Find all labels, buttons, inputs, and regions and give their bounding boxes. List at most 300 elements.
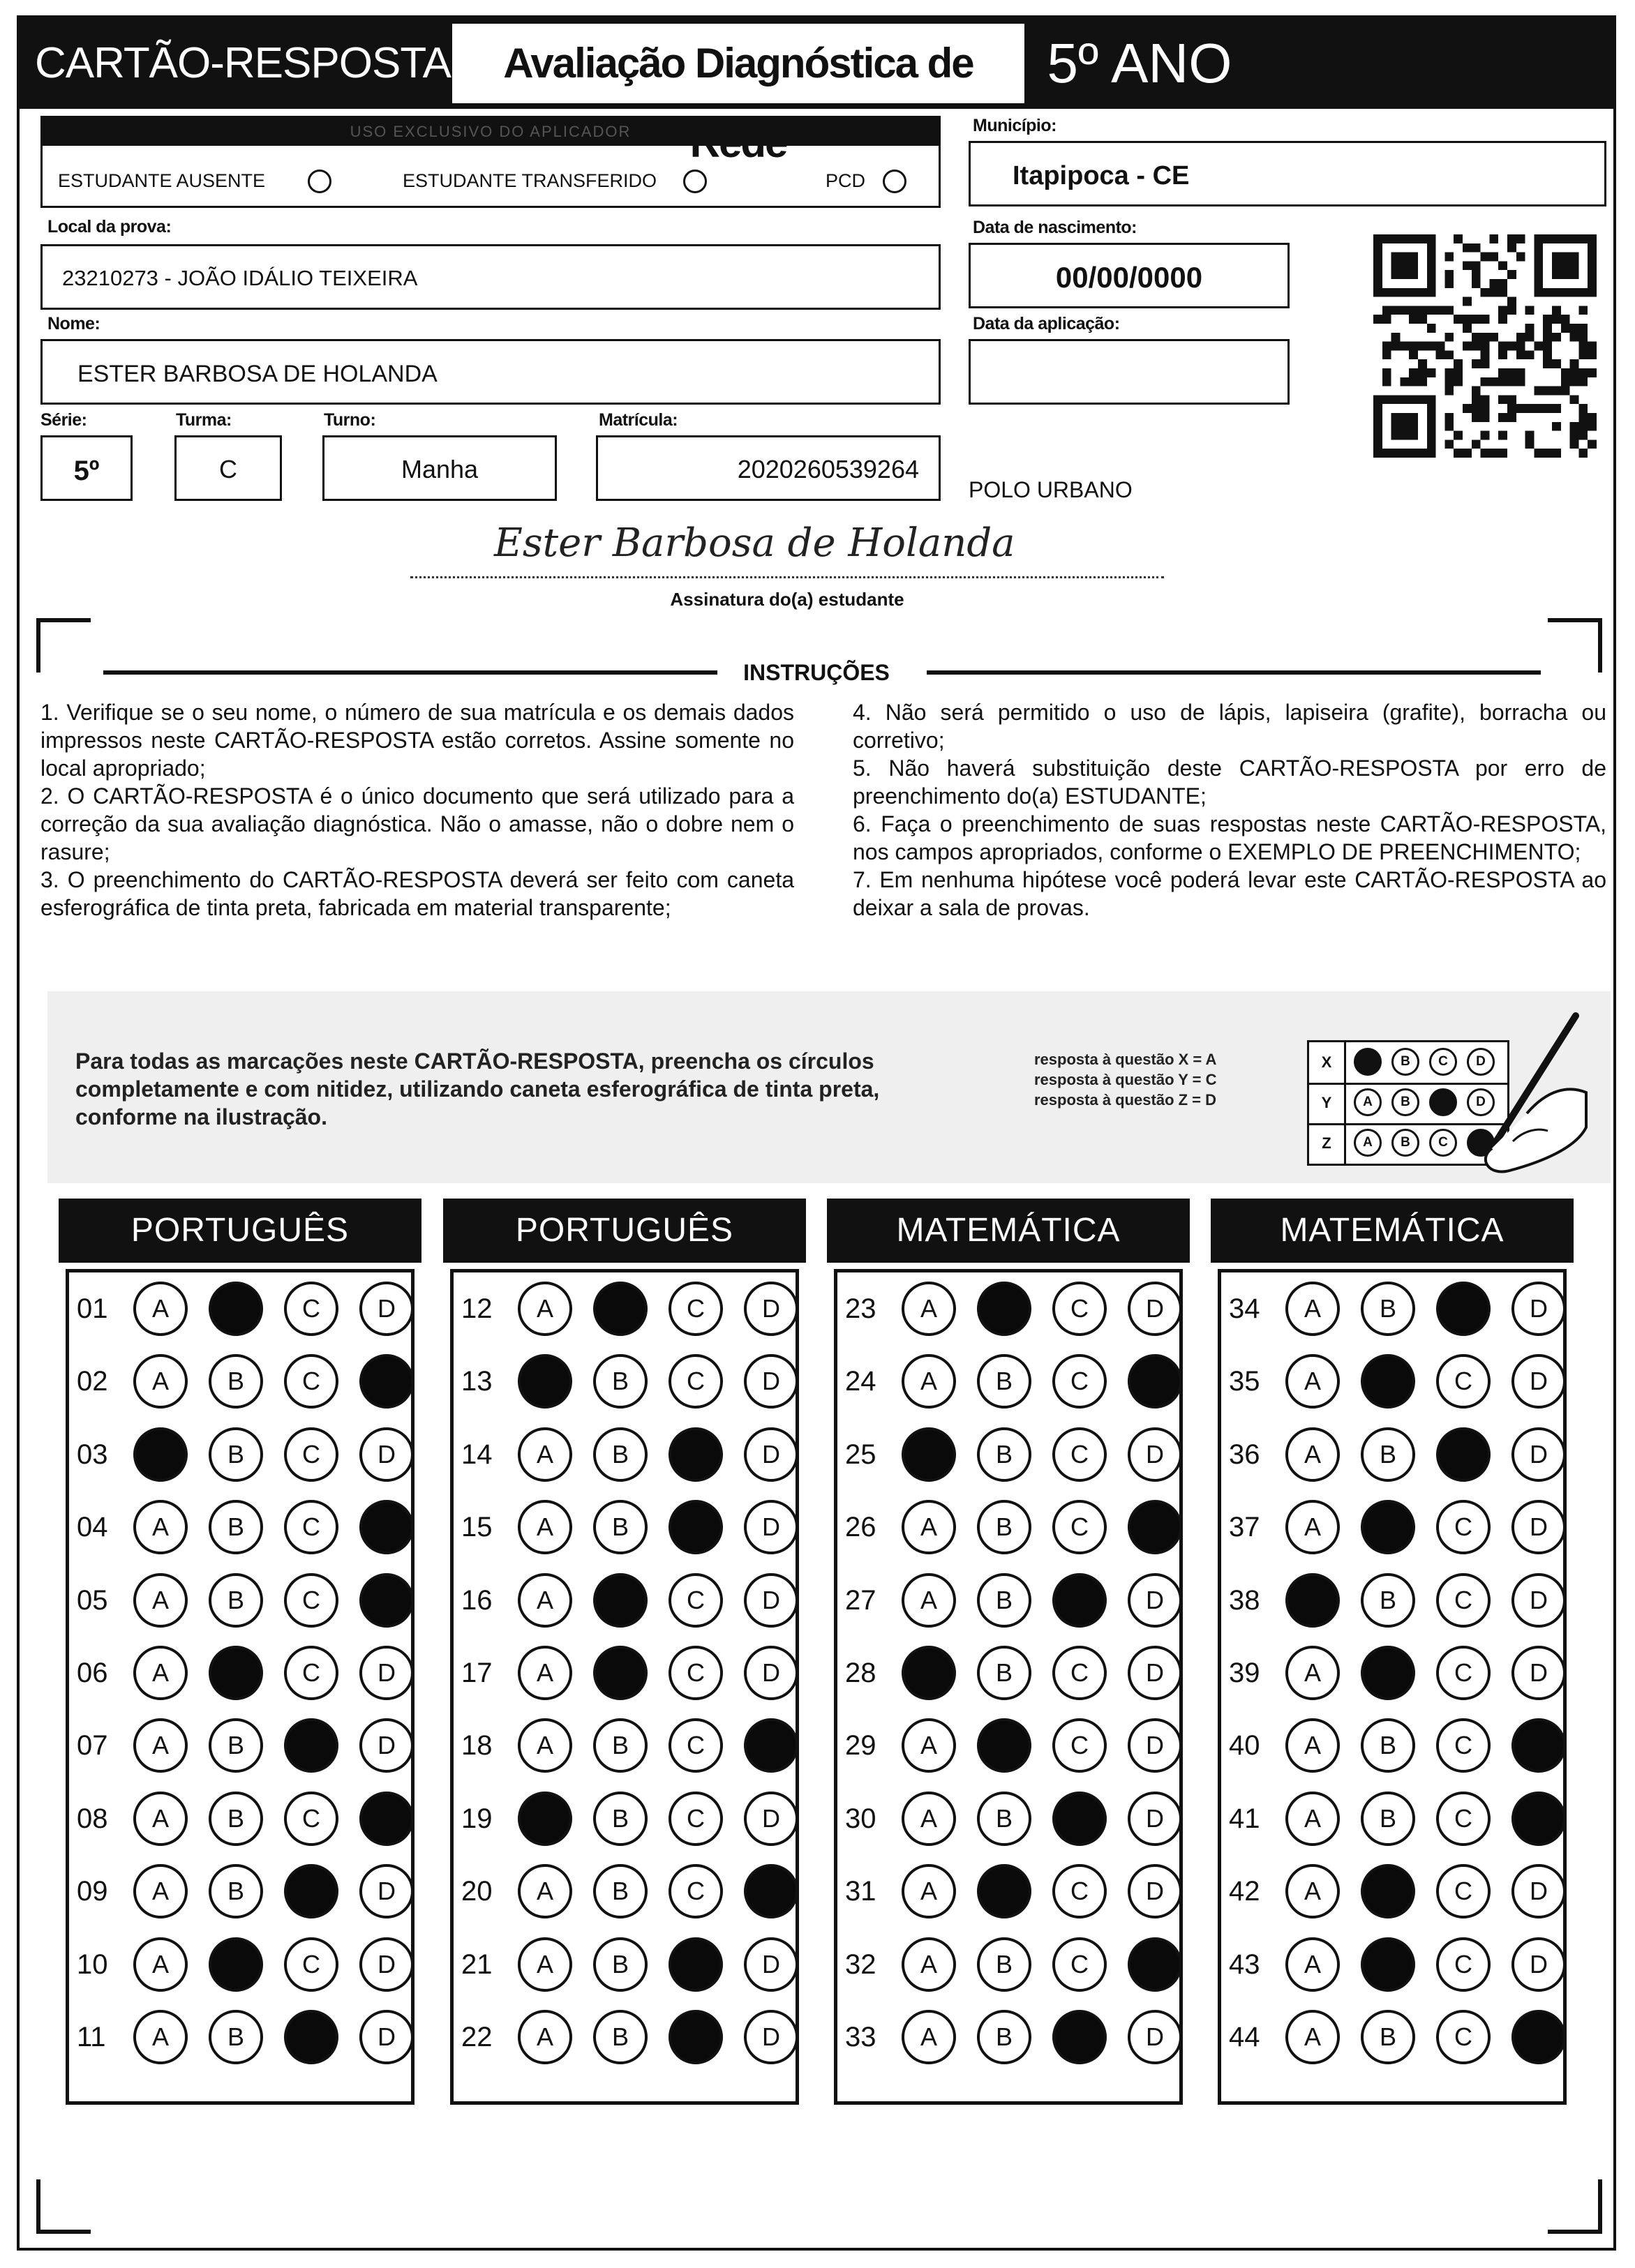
answer-bubble-33-d[interactable]: D	[1128, 2010, 1182, 2064]
answer-bubble-02-d[interactable]: D	[359, 1354, 414, 1409]
instruction-7: 7. Em nenhuma hipótese você poderá levar este CARTÃO-RESPOSTA ao deixar a sala de provas.	[853, 867, 1606, 920]
answer-bubble-31-b[interactable]: B	[977, 1864, 1031, 1918]
answer-bubble-27-a[interactable]: A	[902, 1573, 956, 1628]
answer-bubble-30-b[interactable]: B	[977, 1792, 1031, 1846]
answer-bubble-29-c[interactable]: C	[1052, 1718, 1107, 1773]
answer-bubble-42-d[interactable]: D	[1511, 1864, 1566, 1918]
question-number: 02	[77, 1366, 108, 1397]
answer-bubble-27-d[interactable]: D	[1128, 1573, 1182, 1628]
answer-bubble-26-b[interactable]: B	[977, 1500, 1031, 1554]
answer-bubble-31-d[interactable]: D	[1128, 1864, 1182, 1918]
answer-sheet	[17, 15, 1616, 2251]
answer-bubble-20-d[interactable]: D	[744, 1864, 798, 1918]
question-row	[827, 1281, 1190, 1337]
answer-bubble-11-d[interactable]: D	[359, 2010, 414, 2064]
answer-bubble-10-b[interactable]: B	[209, 1937, 263, 1992]
question-row	[827, 1427, 1190, 1482]
qr-code-icon	[1373, 234, 1597, 458]
example-bubble-z-b: B	[1391, 1129, 1419, 1157]
answer-bubble-07-b[interactable]: B	[209, 1718, 263, 1773]
question-number: 06	[77, 1658, 108, 1688]
answer-bubble-38-d[interactable]: D	[1511, 1573, 1566, 1628]
municipio-value: Itapipoca - CE	[1013, 161, 1190, 190]
answer-bubble-11-c[interactable]: C	[284, 2010, 338, 2064]
aplicacao-label: Data da aplicação:	[973, 314, 1120, 333]
answer-bubble-22-d[interactable]: D	[744, 2010, 798, 2064]
instruction-6: 6. Faça o preenchimento de suas respostas neste CARTÃO-RESPOSTA, nos campos apropriados, conforme o EXEMPLO DE PREENCHIMENTO;	[853, 811, 1606, 864]
answer-bubble-08-a[interactable]: A	[133, 1792, 188, 1846]
answer-bubble-04-b[interactable]: B	[209, 1500, 263, 1554]
answer-bubble-04-d[interactable]: D	[359, 1500, 414, 1554]
question-row	[59, 1353, 421, 1409]
handwritten-signature: Ester Barbosa de Holanda	[494, 520, 1015, 566]
question-number: 34	[1229, 1293, 1260, 1324]
answer-bubble-37-c[interactable]: C	[1436, 1500, 1491, 1554]
question-number: 13	[461, 1366, 493, 1397]
question-number: 03	[77, 1439, 108, 1470]
answer-bubble-14-d[interactable]: D	[744, 1427, 798, 1482]
answer-bubble-34-a[interactable]: A	[1285, 1282, 1340, 1336]
question-row	[1211, 1572, 1574, 1628]
answer-bubble-35-d[interactable]: D	[1511, 1354, 1566, 1409]
question-row	[59, 2009, 421, 2065]
question-number: 27	[845, 1584, 876, 1616]
question-row	[1211, 1499, 1574, 1555]
serie-field	[40, 435, 133, 501]
subject-header: PORTUGUÊS	[59, 1199, 421, 1263]
question-number: 01	[77, 1293, 108, 1324]
question-number: 43	[1229, 1948, 1260, 1980]
example-bubble-x-a: A	[1354, 1048, 1382, 1076]
question-number: 36	[1229, 1439, 1260, 1470]
matricula-label: Matrícula:	[599, 410, 678, 430]
question-row	[443, 1863, 806, 1919]
question-number: 29	[845, 1730, 876, 1762]
question-row	[443, 1791, 806, 1847]
answer-bubble-12-b[interactable]: B	[593, 1282, 648, 1336]
answer-bubble-06-b[interactable]: B	[209, 1646, 263, 1700]
answer-bubble-05-c[interactable]: C	[284, 1573, 338, 1628]
applicator-header: USO EXCLUSIVO DO APLICADOR	[43, 118, 939, 146]
answer-bubble-03-a[interactable]: A	[133, 1427, 188, 1482]
question-number: 11	[77, 2022, 106, 2052]
answer-bubble-19-b[interactable]: B	[593, 1792, 648, 1846]
answer-bubble-31-a[interactable]: A	[902, 1864, 956, 1918]
applicator-box	[40, 116, 941, 208]
answer-bubble-17-a[interactable]: A	[518, 1646, 572, 1700]
answer-bubble-07-d[interactable]: D	[359, 1718, 414, 1773]
answer-bubble-04-a[interactable]: A	[133, 1500, 188, 1554]
answer-bubble-40-d[interactable]: D	[1511, 1718, 1566, 1773]
answer-bubble-03-c[interactable]: C	[284, 1427, 338, 1482]
question-row	[827, 1645, 1190, 1701]
question-number: 25	[845, 1439, 876, 1470]
question-number: 17	[461, 1658, 493, 1688]
answer-bubble-32-c[interactable]: C	[1052, 1937, 1107, 1992]
answer-bubble-35-c[interactable]: C	[1436, 1354, 1491, 1409]
answer-bubble-08-b[interactable]: B	[209, 1792, 263, 1846]
answer-bubble-07-a[interactable]: A	[133, 1718, 188, 1773]
answer-bubble-38-a[interactable]: A	[1285, 1573, 1340, 1628]
answer-bubble-23-b[interactable]: B	[977, 1282, 1031, 1336]
answer-bubble-17-c[interactable]: C	[669, 1646, 723, 1700]
answer-bubble-16-a[interactable]: A	[518, 1573, 572, 1628]
answer-bubble-16-c[interactable]: C	[669, 1573, 723, 1628]
question-row	[1211, 1937, 1574, 1992]
answer-bubble-40-a[interactable]: A	[1285, 1718, 1340, 1773]
question-row	[827, 1937, 1190, 1992]
question-number: 15	[461, 1512, 493, 1543]
question-number: 22	[461, 2022, 493, 2052]
answer-bubble-21-d[interactable]: D	[744, 1937, 798, 1992]
answer-bubble-26-c[interactable]: C	[1052, 1500, 1107, 1554]
answer-bubble-02-a[interactable]: A	[133, 1354, 188, 1409]
answer-bubble-41-c[interactable]: C	[1436, 1792, 1491, 1846]
answer-bubble-34-c[interactable]: C	[1436, 1282, 1491, 1336]
question-number: 33	[845, 2022, 876, 2052]
turno-value: Manha	[401, 455, 479, 483]
answer-bubble-05-a[interactable]: A	[133, 1573, 188, 1628]
answer-bubble-35-a[interactable]: A	[1285, 1354, 1340, 1409]
pcd-checkbox[interactable]	[883, 170, 906, 193]
question-row	[827, 1353, 1190, 1409]
answer-bubble-17-b[interactable]: B	[593, 1646, 648, 1700]
question-row	[443, 1718, 806, 1773]
answer-bubble-41-d[interactable]: D	[1511, 1792, 1566, 1846]
answer-bubble-28-c[interactable]: C	[1052, 1646, 1107, 1700]
question-row	[443, 1572, 806, 1628]
answer-bubble-16-d[interactable]: D	[744, 1573, 798, 1628]
answer-bubble-27-b[interactable]: B	[977, 1573, 1031, 1628]
question-row	[827, 2009, 1190, 2065]
answer-bubble-44-d[interactable]: D	[1511, 2010, 1566, 2064]
instruction-2: 2. O CARTÃO-RESPOSTA é o único documento que será utilizado para a correção da sua avaliação diagnóstica. Não o amasse, não o dobre nem o rasure;	[40, 783, 794, 864]
answer-bubble-39-c[interactable]: C	[1436, 1646, 1491, 1700]
answer-bubble-08-d[interactable]: D	[359, 1792, 414, 1846]
answer-bubble-01-d[interactable]: D	[359, 1282, 414, 1336]
answer-bubble-18-b[interactable]: B	[593, 1718, 648, 1773]
answer-bubble-18-a[interactable]: A	[518, 1718, 572, 1773]
serie-value: 5º	[73, 456, 100, 486]
question-row	[443, 2009, 806, 2065]
question-row	[1211, 1645, 1574, 1701]
corner-mark-bottom-left	[36, 2179, 91, 2234]
answer-bubble-25-d[interactable]: D	[1128, 1427, 1182, 1482]
question-number: 08	[77, 1803, 108, 1834]
example-bubble-y-b: B	[1391, 1088, 1419, 1116]
question-row	[59, 1427, 421, 1482]
question-number: 07	[77, 1730, 108, 1762]
transferred-checkbox[interactable]	[683, 170, 707, 193]
answer-bubble-09-c[interactable]: C	[284, 1864, 338, 1918]
answer-bubble-13-d[interactable]: D	[744, 1354, 798, 1409]
question-number: 26	[845, 1512, 876, 1543]
question-number: 44	[1229, 2022, 1260, 2052]
question-row	[59, 1937, 421, 1992]
answer-bubble-24-d[interactable]: D	[1128, 1354, 1182, 1409]
answer-bubble-30-a[interactable]: A	[902, 1792, 956, 1846]
answer-bubble-03-b[interactable]: B	[209, 1427, 263, 1482]
answer-bubble-36-d[interactable]: D	[1511, 1427, 1566, 1482]
answer-bubble-36-b[interactable]: B	[1361, 1427, 1415, 1482]
answer-bubble-44-b[interactable]: B	[1361, 2010, 1415, 2064]
answer-bubble-28-a[interactable]: A	[902, 1646, 956, 1700]
municipio-label: Município:	[973, 116, 1057, 135]
answer-bubble-10-c[interactable]: C	[284, 1937, 338, 1992]
answer-bubble-05-b[interactable]: B	[209, 1573, 263, 1628]
answer-bubble-13-b[interactable]: B	[593, 1354, 648, 1409]
question-number: 10	[77, 1948, 108, 1980]
answer-bubble-25-b[interactable]: B	[977, 1427, 1031, 1482]
answer-bubble-02-c[interactable]: C	[284, 1354, 338, 1409]
answer-bubble-13-c[interactable]: C	[669, 1354, 723, 1409]
nascimento-value: 00/00/0000	[1055, 261, 1203, 294]
answer-bubble-03-d[interactable]: D	[359, 1427, 414, 1482]
answer-bubble-42-c[interactable]: C	[1436, 1864, 1491, 1918]
answer-bubble-32-a[interactable]: A	[902, 1937, 956, 1992]
answer-bubble-42-a[interactable]: A	[1285, 1864, 1340, 1918]
answer-bubble-14-b[interactable]: B	[593, 1427, 648, 1482]
question-number: 37	[1229, 1512, 1260, 1543]
answer-bubble-08-c[interactable]: C	[284, 1792, 338, 1846]
answer-bubble-28-b[interactable]: B	[977, 1646, 1031, 1700]
municipio-field	[969, 141, 1606, 206]
answer-bubble-32-d[interactable]: D	[1128, 1937, 1182, 1992]
answer-bubble-43-d[interactable]: D	[1511, 1937, 1566, 1992]
question-number: 30	[845, 1803, 876, 1834]
question-number: 40	[1229, 1730, 1260, 1762]
question-row	[1211, 1281, 1574, 1337]
answer-bubble-20-a[interactable]: A	[518, 1864, 572, 1918]
absent-checkbox[interactable]	[308, 170, 331, 193]
question-row	[827, 1499, 1190, 1555]
turno-field	[322, 435, 557, 501]
answer-bubble-43-a[interactable]: A	[1285, 1937, 1340, 1992]
answer-bubble-37-b[interactable]: B	[1361, 1500, 1415, 1554]
matricula-value: 2020260539264	[737, 455, 919, 483]
answer-bubble-19-c[interactable]: C	[669, 1792, 723, 1846]
answer-bubble-18-c[interactable]: C	[669, 1718, 723, 1773]
matricula-field	[596, 435, 941, 501]
answer-bubble-22-c[interactable]: C	[669, 2010, 723, 2064]
answer-bubble-38-c[interactable]: C	[1436, 1573, 1491, 1628]
question-number: 32	[845, 1948, 876, 1980]
answer-bubble-10-a[interactable]: A	[133, 1937, 188, 1992]
answer-bubble-39-d[interactable]: D	[1511, 1646, 1566, 1700]
question-row	[59, 1572, 421, 1628]
answer-bubble-33-c[interactable]: C	[1052, 2010, 1107, 2064]
instruction-3: 3. O preenchimento do CARTÃO-RESPOSTA deverá ser feito com caneta esferográfica de tinta preta, fabricada em material transparente;	[40, 867, 794, 920]
question-row	[1211, 1427, 1574, 1482]
answer-bubble-14-c[interactable]: C	[669, 1427, 723, 1482]
pcd-label: PCD	[826, 170, 866, 191]
answer-bubble-42-b[interactable]: B	[1361, 1864, 1415, 1918]
answer-bubble-33-b[interactable]: B	[977, 2010, 1031, 2064]
answer-bubble-01-b[interactable]: B	[209, 1282, 263, 1336]
answer-bubble-28-d[interactable]: D	[1128, 1646, 1182, 1700]
answer-bubble-12-c[interactable]: C	[669, 1282, 723, 1336]
answer-bubble-37-d[interactable]: D	[1511, 1500, 1566, 1554]
answer-bubble-12-a[interactable]: A	[518, 1282, 572, 1336]
answer-bubble-40-c[interactable]: C	[1436, 1718, 1491, 1773]
corner-mark-bottom-right	[1548, 2179, 1602, 2234]
polo-label: POLO URBANO	[969, 477, 1133, 502]
question-number: 18	[461, 1730, 493, 1762]
question-row	[443, 1499, 806, 1555]
answer-bubble-22-a[interactable]: A	[518, 2010, 572, 2064]
answer-bubble-25-a[interactable]: A	[902, 1427, 956, 1482]
question-row	[1211, 1791, 1574, 1847]
question-row	[59, 1718, 421, 1773]
answer-bubble-22-b[interactable]: B	[593, 2010, 648, 2064]
answer-bubble-05-d[interactable]: D	[359, 1573, 414, 1628]
answer-bubble-29-d[interactable]: D	[1128, 1718, 1182, 1773]
answer-bubble-39-b[interactable]: B	[1361, 1646, 1415, 1700]
answer-bubble-36-a[interactable]: A	[1285, 1427, 1340, 1482]
answer-bubble-04-c[interactable]: C	[284, 1500, 338, 1554]
answer-bubble-31-c[interactable]: C	[1052, 1864, 1107, 1918]
answer-bubble-15-d[interactable]: D	[744, 1500, 798, 1554]
answer-bubble-34-d[interactable]: D	[1511, 1282, 1566, 1336]
question-row	[59, 1645, 421, 1701]
answer-bubble-13-a[interactable]: A	[518, 1354, 572, 1409]
question-number: 24	[845, 1366, 876, 1397]
answer-bubble-43-c[interactable]: C	[1436, 1937, 1491, 1992]
answer-bubble-19-a[interactable]: A	[518, 1792, 572, 1846]
answer-bubble-14-a[interactable]: A	[518, 1427, 572, 1482]
answer-bubble-09-b[interactable]: B	[209, 1864, 263, 1918]
answer-bubble-18-d[interactable]: D	[744, 1718, 798, 1773]
answer-bubble-20-c[interactable]: C	[669, 1864, 723, 1918]
question-number: 38	[1229, 1584, 1260, 1616]
answer-bubble-09-a[interactable]: A	[133, 1864, 188, 1918]
sheet-title: CARTÃO-RESPOSTA	[35, 39, 451, 87]
instructions-left	[40, 698, 794, 922]
answer-bubble-21-b[interactable]: B	[593, 1937, 648, 1992]
answer-bubble-23-a[interactable]: A	[902, 1282, 956, 1336]
question-row	[59, 1281, 421, 1337]
question-number: 39	[1229, 1658, 1260, 1688]
answer-bubble-01-c[interactable]: C	[284, 1282, 338, 1336]
answer-bubble-36-c[interactable]: C	[1436, 1427, 1491, 1482]
answer-bubble-11-b[interactable]: B	[209, 2010, 263, 2064]
question-number: 21	[461, 1948, 493, 1980]
answer-bubble-15-a[interactable]: A	[518, 1500, 572, 1554]
local-value: 23210273 - JOÃO IDÁLIO TEIXEIRA	[62, 266, 418, 290]
answer-bubble-44-a[interactable]: A	[1285, 2010, 1340, 2064]
answer-bubble-30-d[interactable]: D	[1128, 1792, 1182, 1846]
answer-bubble-41-b[interactable]: B	[1361, 1792, 1415, 1846]
question-number: 16	[461, 1584, 493, 1616]
question-number: 20	[461, 1876, 493, 1907]
answer-bubble-27-c[interactable]: C	[1052, 1573, 1107, 1628]
nascimento-field	[969, 243, 1290, 308]
answer-bubble-23-c[interactable]: C	[1052, 1282, 1107, 1336]
answer-bubble-20-b[interactable]: B	[593, 1864, 648, 1918]
answer-bubble-40-b[interactable]: B	[1361, 1718, 1415, 1773]
question-number: 05	[77, 1584, 108, 1616]
answer-bubble-15-b[interactable]: B	[593, 1500, 648, 1554]
example-bubble-y-d: D	[1467, 1088, 1495, 1116]
answer-bubble-30-c[interactable]: C	[1052, 1792, 1107, 1846]
answer-bubble-06-c[interactable]: C	[284, 1646, 338, 1700]
answer-bubble-07-c[interactable]: C	[284, 1718, 338, 1773]
answer-bubble-43-b[interactable]: B	[1361, 1937, 1415, 1992]
example-bubble-x-d: D	[1467, 1048, 1495, 1076]
signature-caption: Assinatura do(a) estudante	[670, 589, 904, 610]
answer-bubble-19-d[interactable]: D	[744, 1792, 798, 1846]
question-number: 23	[845, 1293, 876, 1324]
local-label: Local da prova:	[47, 217, 172, 236]
answer-bubble-12-d[interactable]: D	[744, 1282, 798, 1336]
answer-bubble-11-a[interactable]: A	[133, 2010, 188, 2064]
question-number: 28	[845, 1658, 876, 1688]
subject-header: PORTUGUÊS	[443, 1199, 806, 1263]
turno-label: Turno:	[324, 410, 376, 430]
answer-bubble-24-c[interactable]: C	[1052, 1354, 1107, 1409]
answer-bubble-06-a[interactable]: A	[133, 1646, 188, 1700]
transferred-label: ESTUDANTE TRANSFERIDO	[403, 170, 657, 191]
serie-label: Série:	[40, 410, 87, 430]
answer-bubble-25-c[interactable]: C	[1052, 1427, 1107, 1482]
answer-bubble-38-b[interactable]: B	[1361, 1573, 1415, 1628]
answer-bubble-29-b[interactable]: B	[977, 1718, 1031, 1773]
answer-bubble-26-a[interactable]: A	[902, 1500, 956, 1554]
answer-bubble-24-b[interactable]: B	[977, 1354, 1031, 1409]
aplicacao-field[interactable]	[969, 339, 1290, 405]
answer-bubble-24-a[interactable]: A	[902, 1354, 956, 1409]
example-bubble-x-c: C	[1429, 1048, 1457, 1076]
example-legend-z: resposta à questão Z = D	[1034, 1091, 1217, 1109]
example-legend-y: resposta à questão Y = C	[1034, 1071, 1217, 1088]
answer-bubble-29-a[interactable]: A	[902, 1718, 956, 1773]
instructions-right	[853, 698, 1606, 922]
answer-bubble-10-d[interactable]: D	[359, 1937, 414, 1992]
answer-bubble-01-a[interactable]: A	[133, 1282, 188, 1336]
answer-bubble-32-b[interactable]: B	[977, 1937, 1031, 1992]
question-row	[827, 1718, 1190, 1773]
answer-bubble-34-b[interactable]: B	[1361, 1282, 1415, 1336]
answer-bubble-26-d[interactable]: D	[1128, 1500, 1182, 1554]
answer-bubble-09-d[interactable]: D	[359, 1864, 414, 1918]
question-row	[1211, 1353, 1574, 1409]
question-row	[59, 1863, 421, 1919]
answer-bubble-44-c[interactable]: C	[1436, 2010, 1491, 2064]
answer-bubble-35-b[interactable]: B	[1361, 1354, 1415, 1409]
question-row	[443, 1645, 806, 1701]
answer-bubble-37-a[interactable]: A	[1285, 1500, 1340, 1554]
question-row	[443, 1281, 806, 1337]
answer-bubble-39-a[interactable]: A	[1285, 1646, 1340, 1700]
answer-bubble-06-d[interactable]: D	[359, 1646, 414, 1700]
question-row	[443, 1937, 806, 1992]
absent-label: ESTUDANTE AUSENTE	[58, 170, 266, 191]
answer-bubble-17-d[interactable]: D	[744, 1646, 798, 1700]
answer-bubble-15-c[interactable]: C	[669, 1500, 723, 1554]
answer-bubble-23-d[interactable]: D	[1128, 1282, 1182, 1336]
answer-bubble-16-b[interactable]: B	[593, 1573, 648, 1628]
answer-bubble-21-a[interactable]: A	[518, 1937, 572, 1992]
answer-bubble-33-a[interactable]: A	[902, 2010, 956, 2064]
subject-header: MATEMÁTICA	[1211, 1199, 1574, 1263]
answer-bubble-41-a[interactable]: A	[1285, 1792, 1340, 1846]
question-number: 14	[461, 1439, 493, 1470]
question-number: 04	[77, 1512, 108, 1543]
answer-bubble-21-c[interactable]: C	[669, 1937, 723, 1992]
example-bubble-y-c: C	[1429, 1088, 1457, 1116]
answer-bubble-02-b[interactable]: B	[209, 1354, 263, 1409]
question-row	[827, 1791, 1190, 1847]
